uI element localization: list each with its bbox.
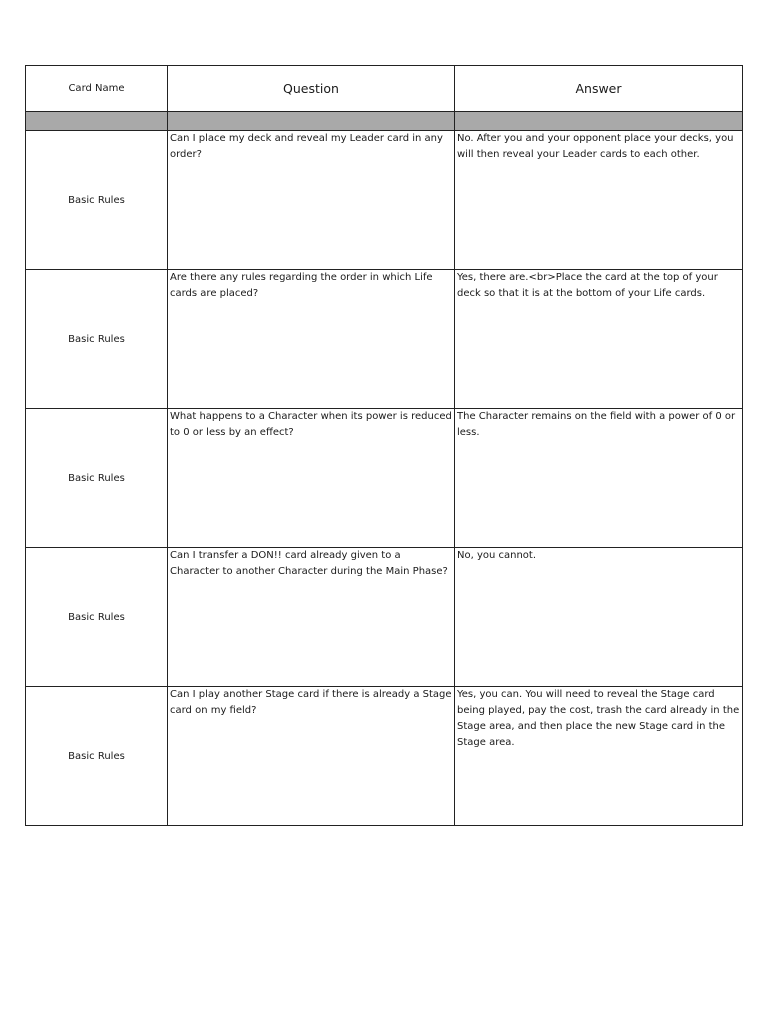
table-row xyxy=(26,409,743,548)
card-name-cell: Basic Rules xyxy=(26,270,168,409)
answer-cell: No. After you and your opponent place your decks, you will then reveal your Leader cards to each other. xyxy=(455,131,743,270)
card-name-cell: Basic Rules xyxy=(26,409,168,548)
question-cell: What happens to a Character when its power is reduced to 0 or less by an effect? xyxy=(168,409,455,548)
header-card-name: Card Name xyxy=(26,66,168,112)
card-name-cell: Basic Rules xyxy=(26,131,168,270)
answer-cell: Yes, there are.<br>Place the card at the top of your deck so that it is at the bottom of your Life cards. xyxy=(455,270,743,409)
header-answer: Answer xyxy=(455,66,743,112)
question-cell: Can I transfer a DON!! card already given to a Character to another Character during the Main Phase? xyxy=(168,548,455,687)
answer-cell: The Character remains on the field with a power of 0 or less. xyxy=(455,409,743,548)
table-row xyxy=(26,270,743,409)
question-cell: Are there any rules regarding the order in which Life cards are placed? xyxy=(168,270,455,409)
header-question: Question xyxy=(168,66,455,112)
answer-cell: Yes, you can. You will need to reveal the Stage card being played, pay the cost, trash the card already in the Stage area, and then place the new Stage card in the Stage area. xyxy=(455,687,743,826)
table-row xyxy=(26,687,743,826)
table-row xyxy=(26,548,743,687)
answer-cell: No, you cannot. xyxy=(455,548,743,687)
separator-row xyxy=(26,112,743,131)
separator-cell xyxy=(26,112,168,131)
card-name-cell: Basic Rules xyxy=(26,548,168,687)
card-name-cell: Basic Rules xyxy=(26,687,168,826)
separator-cell xyxy=(455,112,743,131)
separator-cell xyxy=(168,112,455,131)
table-row xyxy=(26,131,743,270)
faq-table xyxy=(25,65,743,826)
question-cell: Can I play another Stage card if there is already a Stage card on my field? xyxy=(168,687,455,826)
header-row xyxy=(26,66,743,112)
question-cell: Can I place my deck and reveal my Leader card in any order? xyxy=(168,131,455,270)
